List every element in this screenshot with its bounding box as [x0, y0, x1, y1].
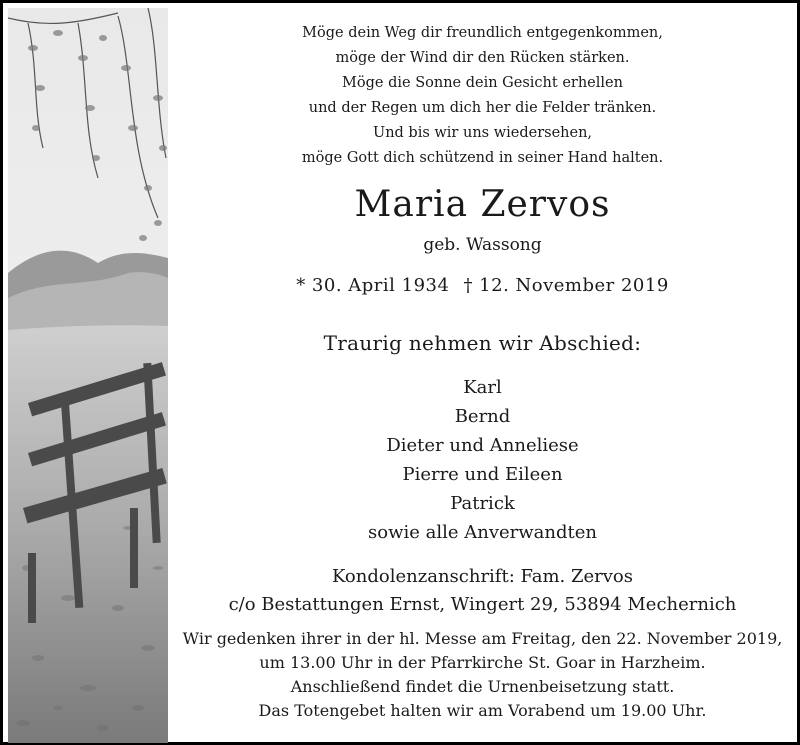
maiden-name: geb. Wassong: [423, 235, 542, 255]
mourner-name: Karl: [463, 377, 502, 398]
life-dates: [178, 275, 787, 296]
birth-date: * 30. April 1934: [296, 275, 450, 296]
poem-line: möge der Wind dir den Rücken stärken.: [335, 50, 630, 66]
death-date: † 12. November 2019: [463, 275, 669, 296]
mourner-name: sowie alle Anverwandten: [368, 522, 597, 543]
farewell-heading: Traurig nehmen wir Abschied:: [323, 331, 642, 355]
poem-line: Möge dein Weg dir freundlich entgegenkommen,: [302, 25, 663, 41]
service-line: Anschließend findet die Urnenbeisetzung statt.: [290, 677, 675, 696]
service-line: um 13.00 Uhr in der Pfarrkirche St. Goar in Harzheim.: [259, 653, 706, 672]
condolence-address: [178, 563, 787, 619]
service-line: Das Totengebet halten wir am Vorabend um 19.00 Uhr.: [258, 701, 707, 720]
poem-line: und der Regen um dich her die Felder tränken.: [308, 100, 657, 116]
poem: [178, 21, 787, 171]
deceased-name: Maria Zervos: [354, 184, 611, 225]
mourner-name: Dieter und Anneliese: [386, 435, 579, 456]
mourner-name: Pierre und Eileen: [402, 464, 563, 485]
service-info: [178, 627, 787, 723]
condolence-line: c/o Bestattungen Ernst, Wingert 29, 53894 Mechernich: [228, 594, 737, 615]
mourner-name: Bernd: [454, 406, 511, 427]
landscape-bench-image: [8, 8, 168, 743]
poem-line: Und bis wir uns wiedersehen,: [372, 125, 593, 141]
poem-line: möge Gott dich schützend in seiner Hand halten.: [301, 150, 664, 166]
service-line: Wir gedenken ihrer in der hl. Messe am Freitag, den 22. November 2019,: [182, 629, 783, 648]
mourner-name: Patrick: [450, 493, 515, 514]
condolence-line: Kondolenzanschrift: Fam. Zervos: [331, 566, 634, 587]
mourners-list: [178, 373, 787, 547]
poem-line: Möge die Sonne dein Gesicht erhellen: [342, 75, 623, 91]
